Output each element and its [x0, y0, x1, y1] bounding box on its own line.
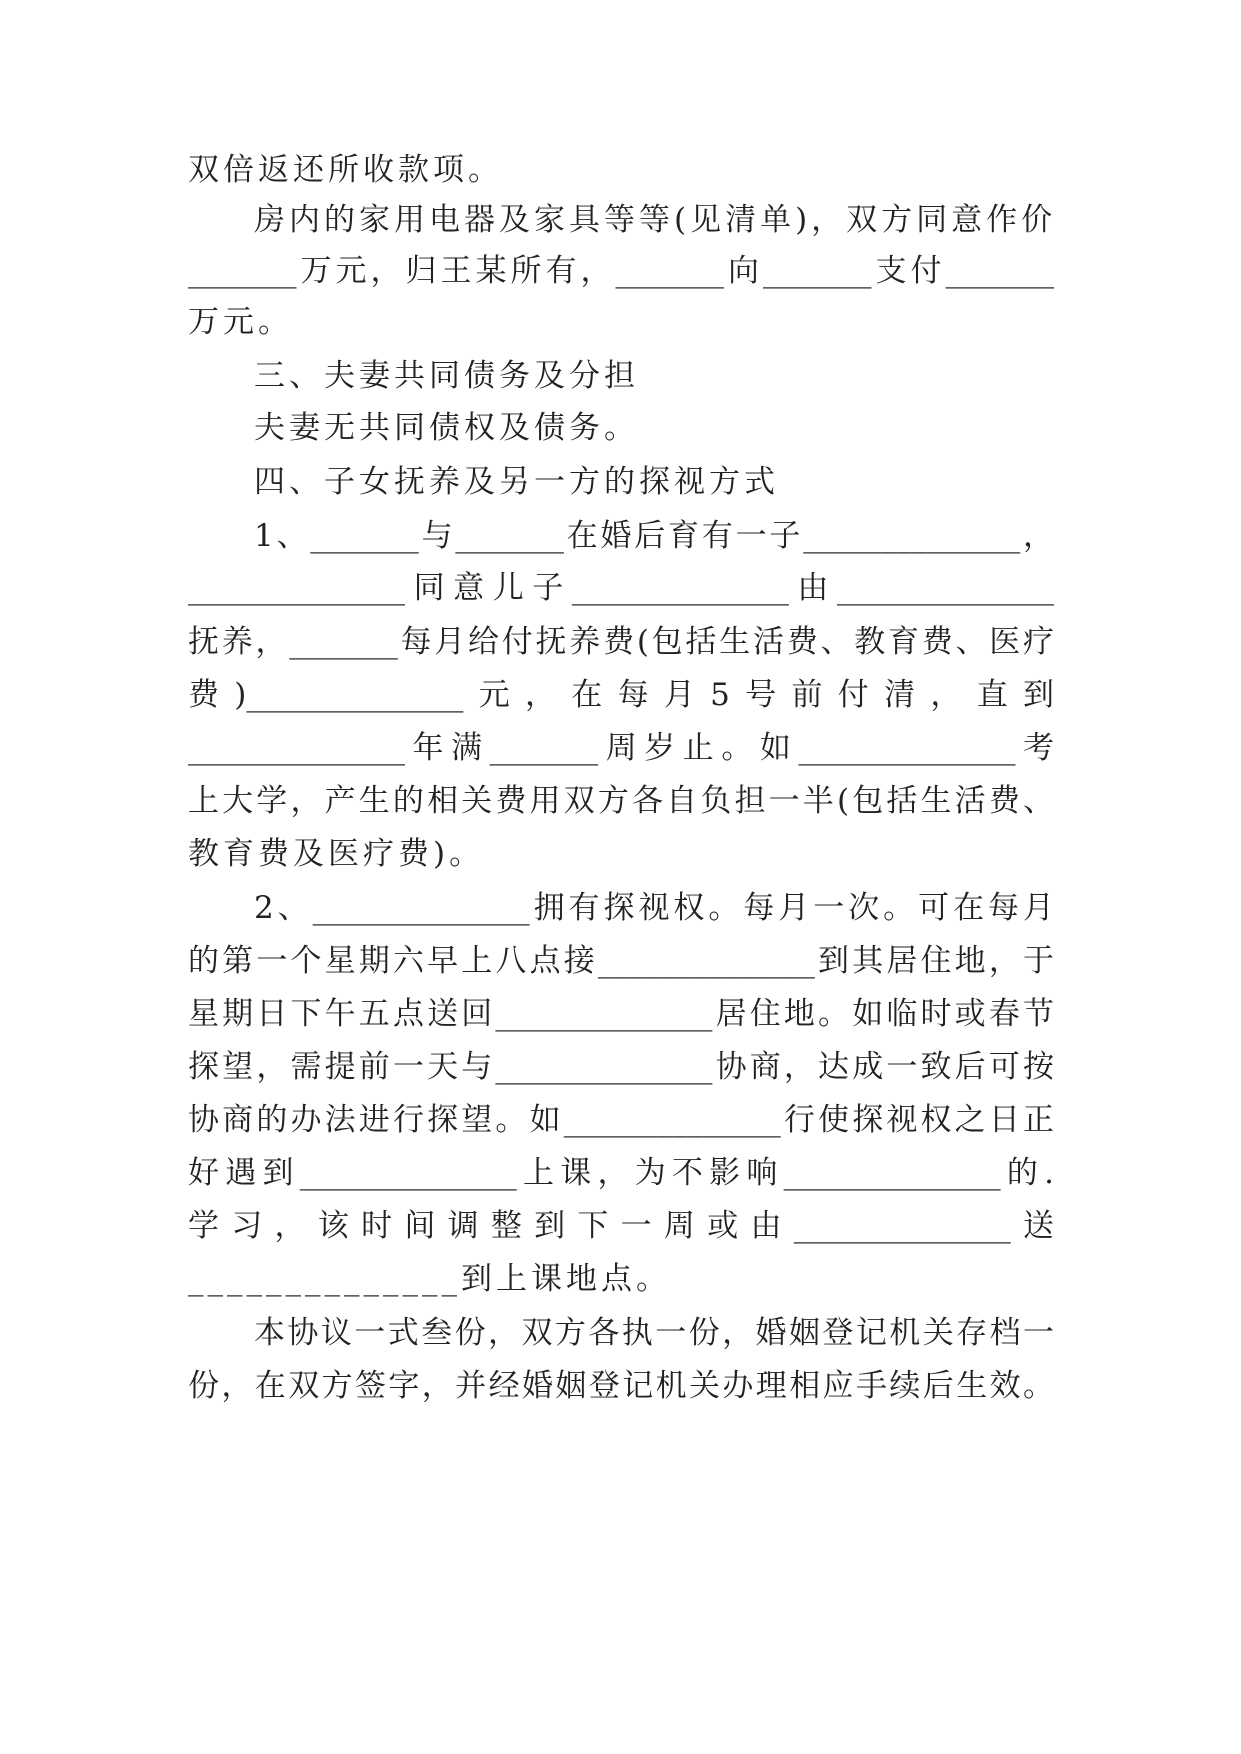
text-line: _______万元，归王某所有，_______向_______支付_______	[188, 253, 1054, 289]
text-line: 抚养，_______每月给付抚养费(包括生活费、教育费、医疗	[188, 624, 1054, 660]
text-line: 房内的家用电器及家具等等(见清单)，双方同意作价	[254, 202, 1057, 238]
text-line: 的第一个星期六早上八点接______________到其居住地，于	[188, 943, 1054, 979]
text-line: 费)______________元，在每月5号前付清，直到	[188, 677, 1054, 713]
text-line: ______________同意儿子______________由______________	[188, 570, 1054, 606]
text-line: 2、______________拥有探视权。每月一次。可在每月	[254, 890, 1054, 926]
text-line: 好遇到______________上课，为不影响______________的.	[188, 1155, 1054, 1191]
text-line: 教育费及医疗费)。	[188, 836, 485, 872]
text-line: 双倍返还所收款项。	[188, 152, 503, 188]
text-line: 份，在双方签字，并经婚姻登记机关办理相应手续后生效。	[188, 1368, 1054, 1404]
text-line: 万元。	[188, 304, 293, 340]
text-line: 上大学，产生的相关费用双方各自负担一半(包括生活费、	[188, 783, 1054, 819]
text-line: 1、_______与_______在婚后育有一子______________，	[254, 518, 1054, 554]
section-heading: 三、夫妻共同债务及分担	[254, 358, 639, 394]
section-heading: 四、子女抚养及另一方的探视方式	[254, 464, 779, 500]
text-line: 学习，该时间调整到下一周或由______________送	[188, 1208, 1054, 1244]
text-line: ______________年满_______周岁止。如______________考	[188, 730, 1054, 766]
text-line: 星期日下午五点送回______________居住地。如临时或春节	[188, 996, 1054, 1032]
text-line: 探望，需提前一天与______________协商，达成一致后可按	[188, 1049, 1054, 1085]
text-line: 协商的办法进行探望。如______________行使探视权之日正	[188, 1102, 1054, 1138]
text-line: ______________到上课地点。	[188, 1261, 671, 1297]
text-line: 本协议一式叁份，双方各执一份，婚姻登记机关存档一	[254, 1315, 1054, 1351]
text-line: 夫妻无共同债权及债务。	[254, 410, 639, 446]
